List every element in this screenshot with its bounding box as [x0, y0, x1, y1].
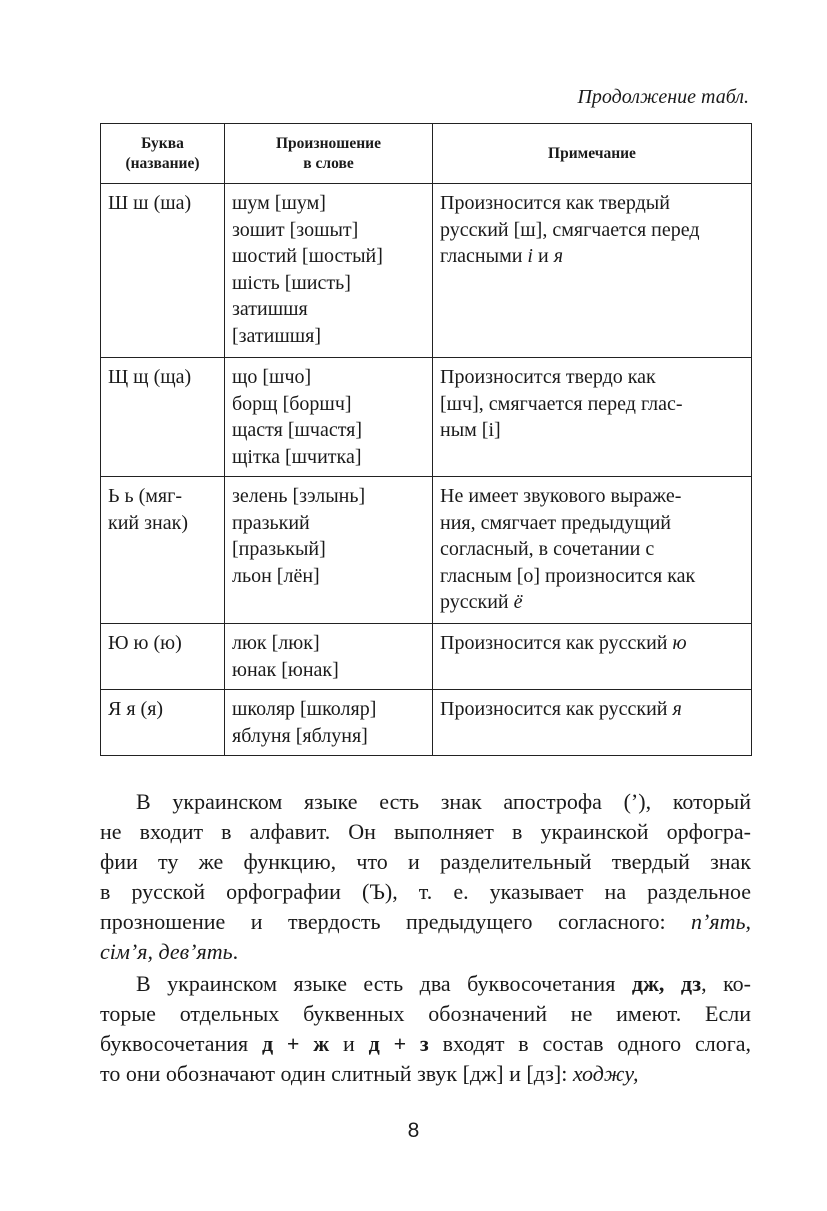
bold-text: дж, дз [631, 971, 702, 996]
italic-text: я [553, 245, 563, 267]
text-run: ния, смягчает предыдущий [440, 511, 672, 534]
pronunciation-cell [225, 358, 433, 477]
text-run: не входит в алфавит. Он выполняет в украинской орфогра- [100, 819, 751, 844]
pronunciation-line: шість [шисть] [232, 271, 351, 294]
text-run: в русской орфографии (Ъ), т. е. указывает на раздельное [100, 879, 751, 904]
pronunciation-line: затишшя [232, 298, 308, 320]
pronunciation-line: що [шчо] [232, 366, 312, 388]
table-row [101, 690, 752, 756]
paragraph-line [100, 937, 751, 967]
header-pronunciation [225, 124, 433, 184]
pronunciation-cell [225, 477, 433, 624]
paragraph-line [100, 817, 751, 847]
paragraph-line [100, 999, 751, 1029]
pronunciation-cell [225, 184, 433, 358]
pronunciation-line: празький [232, 511, 310, 534]
pronunciation-line: зелень [зэлынь] [232, 485, 366, 507]
letter-line: Ш ш (ша) [108, 192, 192, 214]
text-run: ным [і] [440, 419, 501, 441]
pronunciation-line: зошит [зошыт] [232, 218, 359, 241]
bold-text: д + з [368, 1031, 429, 1056]
note-cell [433, 477, 752, 624]
italic-text: я [672, 698, 682, 720]
text-run: фии ту же функцию, что и разделительный твердый знак [100, 849, 751, 874]
note-line [440, 510, 745, 537]
pronunciation-line: [затишшя] [232, 324, 322, 347]
table-continuation-caption: Продолжение табл. [577, 86, 749, 108]
paragraph-line [100, 847, 751, 877]
note-line [440, 536, 745, 563]
table-body [101, 184, 752, 756]
header-line: Буква [141, 134, 184, 152]
paragraph-line [100, 787, 751, 817]
letter-line: Ь ь (мяг- [108, 485, 182, 507]
pronunciation-line: шостий [шостый] [232, 245, 383, 267]
note-line [440, 483, 745, 510]
note-line [440, 243, 745, 270]
text-run: Не имеет звукового выраже- [440, 485, 682, 507]
text-run: Произносится как русский [440, 632, 673, 654]
pronunciation-cell [225, 690, 433, 756]
italic-text: п’ять, [691, 909, 751, 934]
header-line: в слове [303, 154, 354, 172]
paragraph-line [100, 969, 751, 999]
pronunciation-line: щітка [шчитка] [232, 445, 362, 468]
text-run: Произносится как русский [440, 698, 673, 720]
page-number: 8 [407, 1119, 420, 1142]
pronunciation-line: школяр [школяр] [232, 698, 377, 720]
header-note [433, 124, 752, 184]
note-line [440, 217, 745, 244]
letter-cell [101, 477, 225, 624]
text-run: буквосочетания [100, 1031, 262, 1056]
paragraph-letter-combinations [100, 969, 751, 1089]
note-line [440, 364, 745, 391]
letter-line: Я я (я) [108, 698, 164, 720]
pronunciation-line: щастя [шчастя] [232, 419, 363, 441]
note-line [440, 589, 745, 616]
note-cell [433, 624, 752, 690]
paragraph-line [100, 1029, 751, 1059]
note-cell [433, 690, 752, 756]
note-line [440, 391, 745, 418]
pronunciation-line: люк [люк] [232, 632, 320, 654]
header-line: Произношение [276, 134, 381, 152]
italic-text: ю [672, 632, 687, 654]
table-row [101, 624, 752, 690]
text-run: русский [440, 591, 514, 613]
pronunciation-line: шум [шум] [232, 192, 326, 214]
note-line [440, 417, 745, 444]
text-run: согласный, в сочетании с [440, 538, 655, 560]
pronunciation-line: яблуня [яблуня] [232, 724, 368, 747]
letter-cell [101, 690, 225, 756]
italic-text: ё [513, 591, 523, 613]
text-run: прозношение и твердость предыдущего согласного: [100, 909, 692, 934]
text-run: гласными [440, 245, 528, 267]
text-run: и [329, 1031, 369, 1056]
table-row [101, 184, 752, 358]
note-line [440, 696, 745, 723]
text-run: [шч], смягчается перед глас- [440, 392, 683, 415]
text-run: В украинском языке есть два буквосочетания [136, 971, 632, 996]
letter-line: Щ щ (ща) [108, 366, 192, 388]
note-line [440, 190, 745, 217]
letter-line: Ю ю (ю) [108, 632, 182, 654]
text-run: гласным [о] произносится как [440, 564, 696, 587]
header-line: Примечание [548, 144, 636, 162]
text-run: входят в состав одного слога, [428, 1031, 752, 1056]
header-letter [101, 124, 225, 184]
paragraph-line [100, 1059, 751, 1089]
text-run: , ко- [701, 971, 751, 996]
text-run: русский [ш], смягчается перед [440, 218, 700, 241]
note-line [440, 630, 745, 657]
note-cell [433, 184, 752, 358]
note-cell [433, 358, 752, 477]
text-run: торые отдельных буквенных обозначений не имеют. Если [100, 1001, 751, 1026]
text-run: то они обозначают один слитный звук [дж] и [дз]: [100, 1061, 573, 1086]
italic-text: ходжу, [572, 1061, 639, 1086]
table-row [101, 358, 752, 477]
text-run: и [532, 245, 554, 267]
pronunciation-line: [празькый] [232, 538, 326, 560]
table-header-row [101, 124, 752, 184]
text-run: Произносится твердо как [440, 366, 656, 388]
letter-cell [101, 624, 225, 690]
letter-cell [101, 358, 225, 477]
table-row [101, 477, 752, 624]
alphabet-table [100, 123, 752, 756]
header-line: (название) [125, 154, 200, 172]
paragraph-apostrophe [100, 787, 751, 967]
pronunciation-line: льон [лён] [232, 564, 320, 587]
text-run: . [232, 939, 239, 964]
note-line [440, 563, 745, 590]
paragraph-line [100, 877, 751, 907]
pronunciation-line: борщ [боршч] [232, 392, 352, 415]
pronunciation-line: юнак [юнак] [232, 658, 339, 681]
text-run: В украинском языке есть знак апострофа (’), который [136, 789, 751, 814]
bold-text: д + ж [261, 1031, 330, 1056]
pronunciation-cell [225, 624, 433, 690]
paragraph-line [100, 907, 751, 937]
italic-text: і [527, 245, 533, 267]
italic-text: сім’я, дев’ять [100, 939, 233, 964]
text-run: Произносится как твердый [440, 192, 670, 214]
letter-cell [101, 184, 225, 358]
letter-line: кий знак) [108, 511, 188, 534]
